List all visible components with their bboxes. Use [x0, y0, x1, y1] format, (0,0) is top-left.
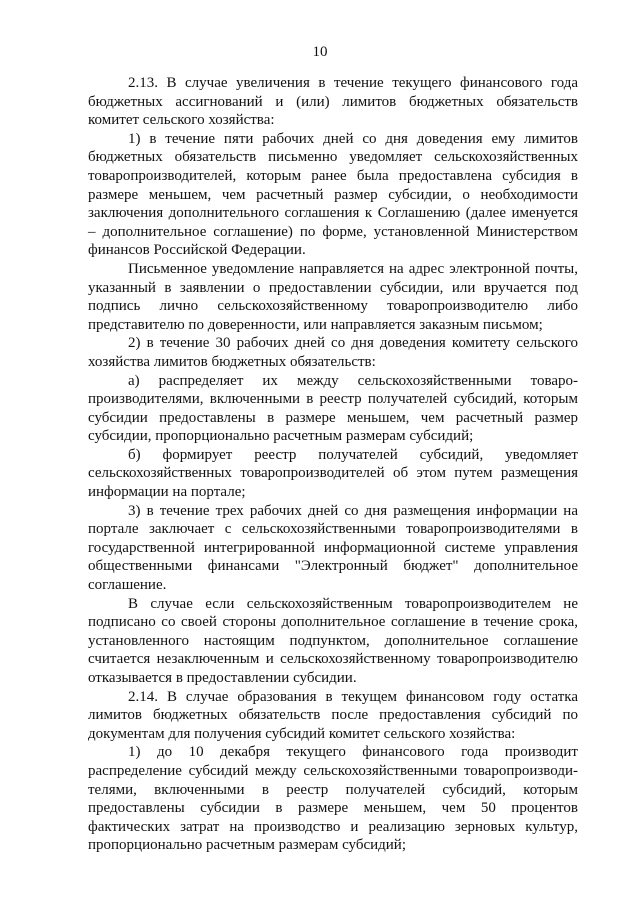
- paragraph-2-13: 2.13. В случае увеличения в течение текущего финансового года бюджетных ассигнований и (или) лимитов бюджетных обязательств комитет сельского хозяйства:: [88, 75, 578, 129]
- paragraph-item-3-agreement: 3) в течение трех рабочих дней со дня размещения информации на портале заключает с сельскохозяйственными товаропроизводителями в государственной интегрированной информационной системе управления общественными финансами "Электронный бюджет" дополнительное соглашение.: [88, 502, 578, 594]
- paragraph-subitem-a: а) распределяет их между сельскохозяйственными товаро-производителями, включенными в реестр получателей субсидий, которым субсидии предоставлены в размере меньшем, чем расчетный размер субсидии, пропорционально расчетным размерам субсидий;: [88, 372, 578, 445]
- paragraph-refusal: В случае если сельскохозяйственным товаропроизводителем не подписано со своей стороны дополнительное соглашение в течение срока, установленного настоящим подпунктом, дополнительное соглашение считается незаключенным и сельскохозяйственному товаропроизводителю отказывается в предоставлении субсидии.: [88, 595, 578, 686]
- page-number: 10: [312, 44, 328, 60]
- paragraph-item-2-limits: 2) в течение 30 рабочих дней со дня доведения комитету сельского хозяйства лимитов бюджетных обязательств:: [88, 335, 578, 370]
- paragraph-item-1-distribution: 1) до 10 декабря текущего финансового года производит распределение субсидий между сельскохозяйственными товаропроизводи-телями, включенными в реестр получателей субсидий, которым предоставлены субсидии в размере меньшем, чем 50 процентов фактических затрат на производство и реализацию зерновых культур, пропорционально расчетным размерам субсидий;: [88, 744, 578, 854]
- document-body: [88, 74, 578, 855]
- paragraph-written-notice: Письменное уведомление направляется на адрес электронной почты, указанный в заявлении о предоставлении субсидии, или вручается под подпись лично сельскохозяйственному товаропроизводителю либо представителю по доверенности, или направляется заказным письмом;: [88, 260, 578, 333]
- paragraph-item-1-notification: 1) в течение пяти рабочих дней со дня доведения ему лимитов бюджетных обязательств письменно уведомляет сельскохозяйственных товаропроизводителей, которым ранее была предоставлена субсидия в размере меньшем, чем расчетный размер субсидии, о необходимости заключения дополнительного соглашения к Соглашению (далее именуется – дополнительное соглашение) по форме, установленной Министерством финансов Российской Федерации.: [88, 130, 578, 259]
- paragraph-subitem-b: б) формирует реестр получателей субсидий, уведомляет сельскохозяйственных товаропроизводителей об этом путем размещения информации на портале;: [88, 446, 578, 501]
- paragraph-2-14: 2.14. В случае образования в текущем финансовом году остатка лимитов бюджетных обязательств после предоставления субсидий по документам для получения субсидий комитет сельского хозяйства:: [88, 688, 578, 742]
